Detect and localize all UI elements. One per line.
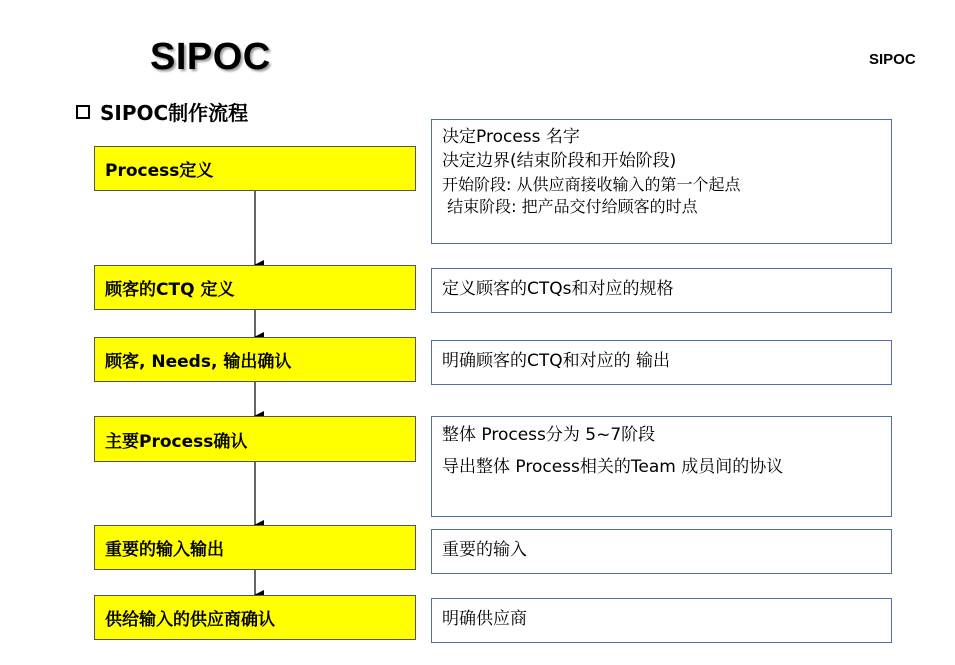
step-label: 顾客, Needs, 输出确认	[105, 352, 292, 372]
desc-ctq-definition	[431, 268, 892, 313]
step-label: 顾客的CTQ 定义	[105, 280, 235, 300]
desc-line: 明确供应商	[442, 609, 527, 629]
desc-process-definition	[431, 119, 892, 244]
desc-line: 整体 Process分为 5~7阶段	[442, 425, 656, 445]
step-label: 主要Process确认	[105, 431, 248, 452]
step-process-definition	[94, 146, 416, 191]
desc-key-input-output	[431, 529, 892, 574]
desc-line: 明确顾客的CTQ和对应的 输出	[442, 351, 671, 371]
step-main-process	[94, 416, 416, 462]
desc-supplier-confirmation	[431, 598, 892, 643]
step-label: 重要的输入输出	[105, 540, 224, 560]
desc-main-process	[431, 416, 892, 517]
step-ctq-definition	[94, 265, 416, 310]
step-customer-needs-output	[94, 337, 416, 382]
desc-line: 导出整体 Process相关的Team 成员间的协议	[442, 456, 784, 477]
desc-line: 定义顾客的CTQs和对应的规格	[442, 279, 674, 299]
step-supplier-confirmation	[94, 595, 416, 640]
desc-line: 决定Process 名字	[442, 127, 580, 147]
desc-customer-needs-output	[431, 340, 892, 385]
step-label: Process定义	[105, 161, 214, 181]
desc-line: 开始阶段: 从供应商接收输入的第一个起点	[442, 174, 741, 194]
corner-label: SIPOC	[869, 51, 916, 68]
desc-line: 重要的输入	[442, 540, 527, 560]
desc-line: 结束阶段: 把产品交付给顾客的时点	[442, 196, 698, 216]
step-label: 供给输入的供应商确认	[105, 610, 275, 630]
step-key-input-output	[94, 525, 416, 570]
desc-line: 决定边界(结束阶段和开始阶段)	[442, 150, 677, 171]
section-title: SIPOC制作流程	[100, 101, 249, 125]
page-title: SIPOC	[150, 36, 271, 78]
